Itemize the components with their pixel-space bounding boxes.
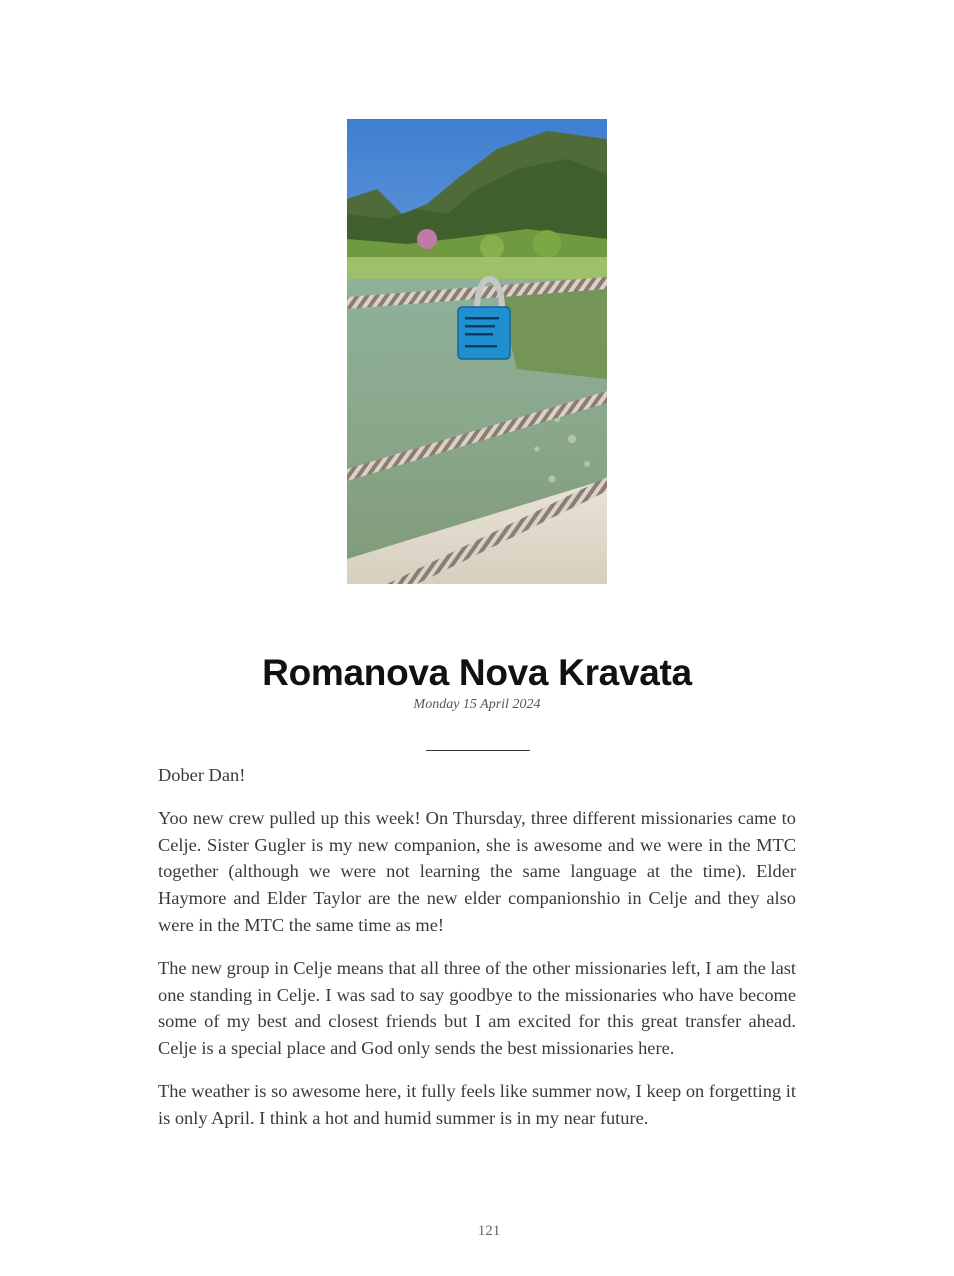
title-divider bbox=[426, 750, 530, 751]
body-paragraph: The weather is so awesome here, it fully feels like summer now, I keep on forgetting it is only April. I think a hot and humid summer is in my near future. bbox=[158, 1080, 796, 1128]
article-body bbox=[158, 762, 796, 1148]
body-paragraph: The new group in Celje means that all three of the other missionaries left, I am the last one standing in Celje. I was sad to say goodbye to the missionaries who have become some of my best and closest friends but I am excited for this great transfer ahead. Celje is a special place and God only sends the best missionaries here. bbox=[158, 957, 796, 1059]
article-title: Romanova Nova Kravata bbox=[262, 652, 692, 693]
body-paragraph: Yoo new crew pulled up this week! On Thursday, three different missionaries came to Celje. Sister Gugler is my new companion, she is awesome and we were in the MTC together (although we were not learning the same language at the time). Elder Haymore and Elder Taylor are the new elder companionshio in Celje and they also were in the MTC the same time as me! bbox=[158, 807, 796, 935]
padlock-bridge-photo bbox=[347, 119, 607, 584]
article-date: Monday 15 April 2024 bbox=[413, 697, 541, 712]
page-number: 121 bbox=[477, 1223, 501, 1239]
greeting-paragraph: Dober Dan! bbox=[158, 765, 246, 785]
